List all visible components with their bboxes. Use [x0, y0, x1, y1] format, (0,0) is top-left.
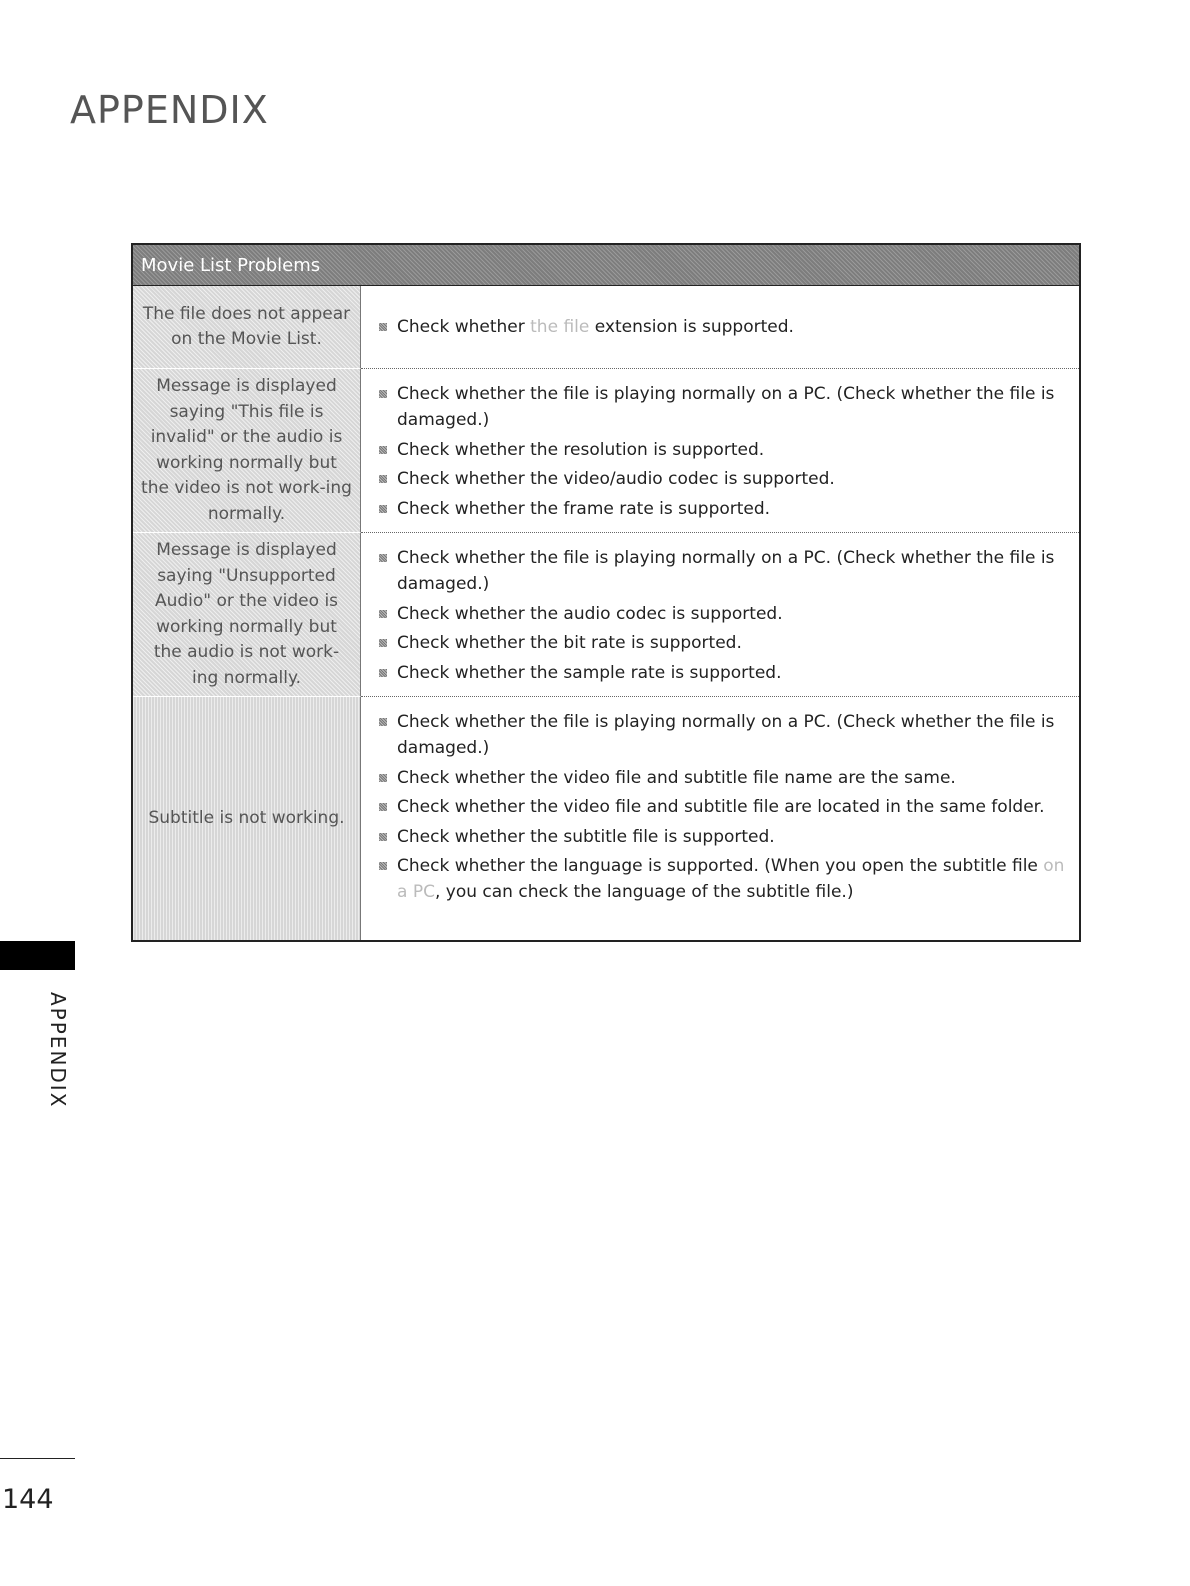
bullet-icon — [379, 669, 387, 677]
faint-text: on a PC — [397, 856, 1065, 902]
solution-text: Check whether the sample rate is supported. — [397, 662, 782, 683]
solution-text: Check whether the video file and subtitle file name are the same. — [397, 767, 956, 788]
solution-item — [379, 794, 1065, 820]
bullet-icon — [379, 390, 387, 398]
solution-item — [379, 601, 1065, 627]
solution-text: Check whether the file is playing normally on a PC. (Check whether the file is damaged.) — [397, 712, 1055, 758]
problem-cell: Message is displayed saying "This file is invalid" or the audio is working normally but the video is not work-ing normally. — [133, 368, 361, 532]
bullet-icon — [379, 554, 387, 562]
solution-item — [379, 545, 1065, 597]
table-row — [133, 286, 1079, 368]
solution-text: Check whether the video file and subtitle file are located in the same folder. — [397, 797, 1045, 817]
problem-cell: Subtitle is not working. — [133, 696, 361, 940]
solution-text: extension is supported. — [589, 317, 794, 337]
solution-cell — [361, 532, 1079, 696]
bullet-icon — [379, 718, 387, 726]
solution-text: Check whether the frame rate is supported. — [397, 498, 771, 519]
solution-item — [379, 660, 1065, 686]
bullet-icon — [379, 446, 387, 454]
movie-list-problems-table — [131, 243, 1081, 942]
solution-item — [379, 496, 1065, 522]
table-row — [133, 696, 1079, 940]
solution-text: Check whether the resolution is supported. — [397, 439, 765, 460]
bullet-icon — [379, 833, 387, 841]
section-tab-marker — [0, 941, 75, 970]
bullet-icon — [379, 475, 387, 483]
side-section-label: APPENDIX — [46, 992, 70, 1109]
bullet-icon — [379, 862, 387, 870]
solution-cell — [361, 286, 1079, 368]
solution-text: Check whether the file is playing normally on a PC. (Check whether the file is damaged.) — [397, 384, 1055, 430]
solution-item — [379, 466, 1065, 492]
solution-text: Check whether the audio codec is supported. — [397, 603, 783, 624]
bullet-icon — [379, 323, 387, 331]
bullet-icon — [379, 774, 387, 782]
problem-cell: The file does not appear on the Movie List. — [133, 286, 361, 368]
solution-item — [379, 824, 1065, 850]
footer-divider — [0, 1458, 75, 1459]
solution-item — [379, 437, 1065, 463]
problem-cell: Message is displayed saying "Unsupported Audio" or the video is working normally but the audio is not work-ing normally. — [133, 532, 361, 696]
solution-text: Check whether the video/audio codec is supported. — [397, 469, 835, 489]
table-row — [133, 368, 1079, 532]
solution-item — [379, 314, 1065, 340]
bullet-icon — [379, 639, 387, 647]
bullet-icon — [379, 803, 387, 811]
faint-text: the file — [530, 317, 590, 337]
solution-text: Check whether the subtitle file is supported. — [397, 826, 775, 847]
solution-text: Check whether the language is supported. (When you open the subtitle file — [397, 856, 1044, 876]
table-row — [133, 532, 1079, 696]
solution-cell — [361, 368, 1079, 532]
solution-text: , you can check the language of the subtitle file.) — [434, 882, 854, 902]
solution-item — [379, 765, 1065, 791]
page-title: APPENDIX — [70, 88, 269, 132]
solution-text: Check whether the file is playing normally on a PC. (Check whether the file is damaged.) — [397, 548, 1055, 594]
solution-item — [379, 630, 1065, 656]
bullet-icon — [379, 610, 387, 618]
solution-text: Check whether — [397, 317, 531, 337]
solution-item — [379, 853, 1065, 905]
solution-item — [379, 709, 1065, 761]
table-header: Movie List Problems — [133, 245, 1079, 286]
solution-item — [379, 381, 1065, 433]
page-number: 144 — [2, 1484, 54, 1515]
bullet-icon — [379, 505, 387, 513]
solution-cell — [361, 696, 1079, 940]
solution-text: Check whether the bit rate is supported. — [397, 633, 742, 653]
